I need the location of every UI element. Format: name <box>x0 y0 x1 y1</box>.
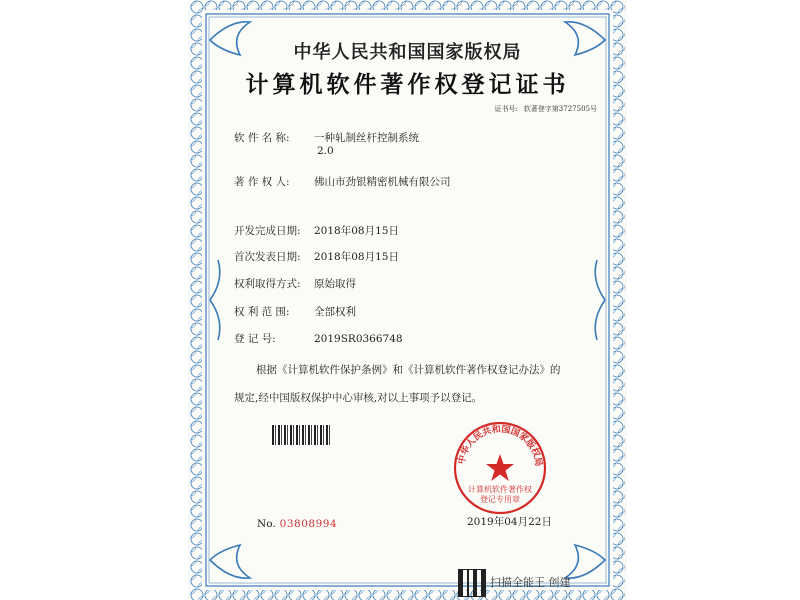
certificate-number-value: 软著登字第3727505号 <box>523 105 597 113</box>
field-value: 原始取得 <box>314 278 356 290</box>
scanner-watermark: 扫描全能王 创建 <box>490 576 571 589</box>
seal-line-2: 登记专用章 <box>480 495 520 504</box>
serial-number <box>257 518 337 530</box>
field-value: 2018年08月15日 <box>314 251 399 263</box>
field-copyright-owner <box>234 174 451 189</box>
certificate-page <box>190 0 625 600</box>
statement-line-1: 根据《计算机软件保护条例》和《计算机软件著作权登记办法》的 <box>256 364 561 376</box>
field-value: 全部权利 <box>314 306 356 318</box>
statement-line-2: 规定,经中国版权保护中心审核,对以上事项予以登记。 <box>234 392 483 404</box>
field-label: 开发完成日期: <box>234 225 301 237</box>
field-acquisition-method <box>234 276 356 291</box>
barcode <box>272 425 330 445</box>
issuing-agency: 中华人民共和国国家版权局 <box>293 42 522 63</box>
issue-date: 2019年04月22日 <box>467 516 552 528</box>
certificate-title: 计算机软件著作权登记证书 <box>245 71 570 98</box>
field-label: 软 件 名 称: <box>234 132 290 144</box>
field-value: 佛山市劲银精密机械有限公司 <box>314 176 451 188</box>
seal-line-1: 计算机软件著作权 <box>468 485 532 494</box>
star-icon <box>486 454 514 481</box>
field-registration-number <box>234 331 403 346</box>
serial-label: No. <box>257 518 276 530</box>
official-seal <box>452 420 548 516</box>
certificate-number <box>488 104 597 114</box>
field-value: 2019SR0366748 <box>314 333 403 345</box>
field-label: 权利取得方式: <box>234 278 301 290</box>
field-label: 著 作 权 人: <box>234 176 290 188</box>
serial-value: 03808994 <box>279 518 338 530</box>
field-value: 一种轧制丝杆控制系统 <box>314 132 419 144</box>
field-label: 登 记 号: <box>234 333 276 345</box>
seal-ring-text: 中华人民共和国国家版权局 <box>457 424 544 468</box>
field-software-name <box>234 130 419 145</box>
field-label: 首次发表日期: <box>234 251 301 263</box>
software-version: 2.0 <box>317 145 334 157</box>
field-label: 权 利 范 围: <box>234 306 290 318</box>
field-value: 2018年08月15日 <box>314 225 399 237</box>
statement-paragraph <box>234 360 599 408</box>
field-completion-date <box>234 223 399 238</box>
field-rights-scope <box>234 304 356 319</box>
field-publication-date <box>234 249 399 264</box>
certificate-number-label: 证书号: <box>494 105 518 113</box>
qr-code <box>459 570 485 596</box>
